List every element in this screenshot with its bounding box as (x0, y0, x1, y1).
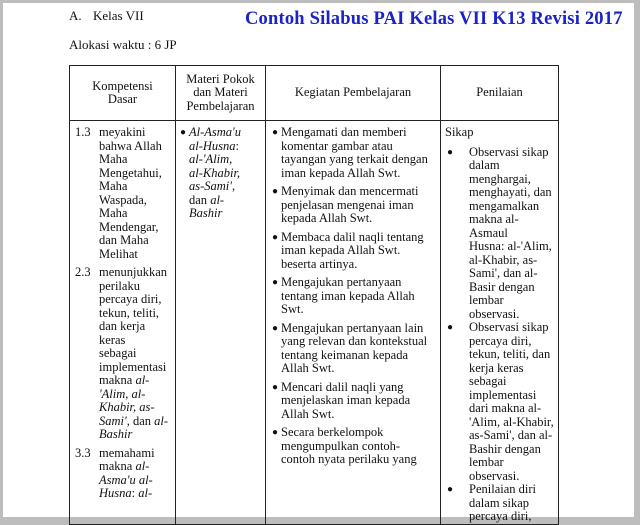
header-kompetensi: Kompetensi Dasar (70, 66, 176, 121)
penilaian-item (447, 321, 556, 483)
kegiatan-text: Membaca dalil naqli tentang iman kepada Allah Swt. beserta artinya. (281, 229, 424, 271)
document-page (3, 3, 634, 523)
bullet-icon: ● (447, 484, 454, 495)
kegiatan-text: Mengajukan pertanyaan tentang iman kepada Allah Swt. (281, 275, 415, 316)
penilaian-text: Penilaian diri dalam sikap percaya diri, (469, 482, 536, 523)
kegiatan-text: Mengajukan pertanyaan lain yang relevan dan kontekstual tentang keimanan kepada Allah Swt. (281, 320, 428, 375)
penilaian-text: Observasi sikap percaya diri, tekun, teliti, dan kerja keras sebagai implementasi dari makna al- 'Alim, al-Khabir, as-Sami', dan al- Bashir dengan lembar observasi. (469, 320, 554, 483)
bullet-icon: ● (180, 127, 187, 138)
header-penilaian: Penilaian (441, 66, 559, 121)
kompetensi-text (99, 266, 171, 442)
kegiatan-text: Secara berkelompok mengumpulkan contoh- contoh nyata perilaku yang (281, 425, 417, 466)
text-segment: al-'Alim, al-Khabir, as-Sami' (189, 152, 241, 193)
text-segment: al- 'Alim, al- Khabir, as- Sami' (99, 373, 155, 428)
kompetensi-number: 2.3 (75, 265, 91, 279)
kompetensi-cell (70, 121, 176, 525)
section-label: A. (69, 8, 82, 23)
bullet-icon: ● (447, 146, 454, 158)
bullet-icon: ● (272, 381, 279, 393)
penilaian-text: Observasi sikap dalam menghargai, menghayati, dan mengamalkan makna al-Asmaul Husna: al-'Alim, al-Khabir, as- Sami', dan al- Basir dengan lembar observasi. (469, 144, 552, 321)
kegiatan-cell (266, 121, 441, 525)
header-materi: Materi Pokok dan Materi Pembelajaran (176, 66, 266, 121)
penilaian-heading: Sikap (445, 125, 474, 139)
bullet-icon: ● (272, 127, 279, 138)
section-heading (69, 8, 144, 24)
bullet-icon: ● (272, 231, 279, 243)
kompetensi-item (75, 266, 171, 442)
materi-cell (176, 121, 266, 525)
text-segment: al- Bashir (189, 192, 225, 220)
text-segment: al- Bashir (99, 413, 169, 441)
text-segment: meyakini bahwa Allah Maha Mengetahui, Maha Waspada, Maha Mendengar, dan Maha Melihat (99, 125, 162, 261)
table-row (70, 121, 559, 525)
text-segment: memahami makna (99, 445, 155, 473)
bullet-icon: ● (272, 427, 279, 438)
bullet-icon: ● (272, 277, 279, 288)
materi-text (189, 126, 241, 221)
text-segment: menunjukkan perilaku percaya diri, tekun, teliti, dan kerja keras sebagai implementasi makna (99, 265, 168, 387)
kegiatan-item (272, 185, 438, 226)
kegiatan-item (272, 381, 438, 422)
text-segment: al- Asma'u al- Husna (99, 459, 153, 500)
table-header-row (70, 66, 559, 121)
text-segment: : (235, 138, 240, 153)
materi-item (180, 126, 263, 221)
syllabus-table (69, 65, 559, 525)
kompetensi-number: 1.3 (75, 125, 91, 139)
kegiatan-item (272, 231, 438, 272)
penilaian-item (447, 146, 556, 322)
time-allocation: Alokasi waktu : 6 JP (69, 37, 177, 52)
document-title: Contoh Silabus PAI Kelas VII K13 Revisi 2017 (245, 9, 623, 29)
penilaian-cell (441, 121, 559, 525)
penilaian-item (447, 483, 556, 524)
text-segment: Al-Asma'u al-Husna (189, 125, 241, 153)
text-segment: al- (138, 486, 153, 500)
kegiatan-text: Mengamati dan memberi komentar gambar atau tayangan yang terkait dengan iman kepada Allah Swt. (281, 125, 428, 180)
text-segment: , dan (189, 179, 236, 207)
kompetensi-item (75, 447, 171, 501)
kompetensi-item (75, 126, 171, 261)
kegiatan-item (272, 426, 438, 467)
kegiatan-item (272, 276, 438, 317)
bullet-icon: ● (272, 322, 279, 334)
kegiatan-item (272, 322, 438, 376)
kegiatan-item (272, 126, 438, 180)
kegiatan-text: Menyimak dan mencermati penjelasan mengenai iman kepada Allah Swt. (281, 184, 419, 225)
kegiatan-text: Mencari dalil naqli yang menjelaskan iman kepada Allah Swt. (281, 379, 411, 421)
section-text: Kelas VII (93, 8, 144, 23)
header-kegiatan: Kegiatan Pembelajaran (266, 66, 441, 121)
kompetensi-text (99, 447, 155, 501)
bullet-icon: ● (272, 186, 279, 197)
kompetensi-text (99, 126, 171, 261)
bullet-icon: ● (447, 322, 454, 333)
text-segment: , dan (126, 413, 155, 428)
text-segment: : (131, 486, 139, 500)
kompetensi-number: 3.3 (75, 445, 91, 460)
